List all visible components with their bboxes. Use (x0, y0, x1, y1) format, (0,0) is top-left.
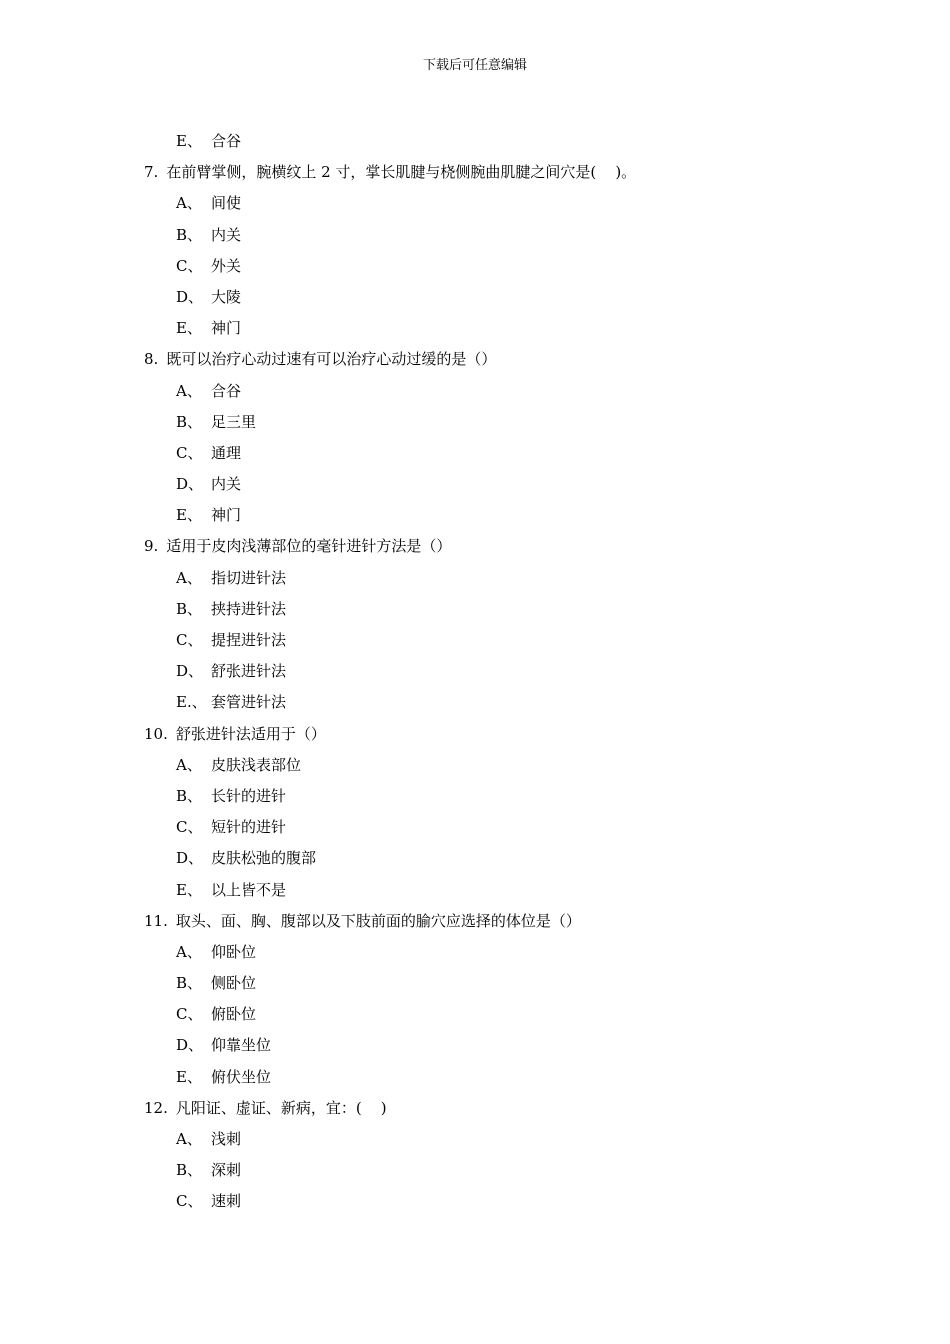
option-label: E、 (176, 132, 202, 150)
option-label: B、 (176, 599, 203, 618)
option-text: 套管进针法 (211, 693, 287, 712)
option-line (0, 224, 950, 255)
option-label: E、 (176, 506, 202, 525)
option-text: 俯卧位 (211, 1005, 257, 1024)
question-text: 舒张进针法适用于（） (175, 724, 326, 743)
option-line (0, 972, 950, 1003)
option-line (0, 1066, 950, 1097)
option-line (0, 130, 950, 161)
option-label: E.、 (176, 693, 207, 712)
option-label: A、 (176, 381, 202, 400)
question-number: 7. (144, 163, 159, 182)
option-text: 以上皆不是 (211, 880, 287, 899)
option-text: 大陵 (211, 287, 242, 306)
option-text: 深刺 (211, 1161, 242, 1180)
option-label: A、 (176, 1130, 202, 1148)
option-line (0, 1003, 950, 1034)
option-label: A、 (176, 568, 202, 587)
option-label: E、 (176, 1067, 202, 1086)
option-text: 通理 (211, 443, 242, 462)
option-label: D、 (176, 1036, 204, 1055)
option-text: 外关 (211, 256, 242, 275)
option-label: B、 (176, 786, 203, 805)
question-text: 取头、面、胸、腹部以及下肢前面的腧穴应选择的体位是（） (175, 911, 581, 930)
option-line (0, 660, 950, 691)
option-label: B、 (176, 974, 203, 993)
option-label: B、 (176, 225, 203, 244)
option-label: B、 (176, 412, 203, 431)
question-number: 11. (144, 911, 168, 930)
option-label: D、 (176, 287, 204, 306)
option-label: C、 (176, 1192, 203, 1211)
question-10 (0, 723, 950, 754)
question-number: 8. (144, 350, 159, 369)
option-line (0, 785, 950, 816)
option-line (0, 598, 950, 629)
page-header-note: 下载后可任意编辑 (422, 58, 527, 73)
option-label: D、 (176, 662, 204, 681)
question-text: 在前臂掌侧，腕横纹上 2 寸，掌长肌腱与桡侧腕曲肌腱之间穴是( )。 (166, 163, 637, 182)
option-label: C、 (176, 631, 203, 649)
option-text: 皮肤浅表部位 (211, 755, 302, 774)
option-label: E、 (176, 319, 202, 338)
option-line (0, 1159, 950, 1190)
option-text: 足三里 (211, 412, 257, 431)
option-label: C、 (176, 1005, 203, 1024)
question-9 (0, 535, 950, 566)
option-line (0, 504, 950, 535)
option-line (0, 192, 950, 223)
option-line (0, 1128, 950, 1159)
option-text: 挟持进针法 (211, 599, 287, 618)
option-text: 仰靠坐位 (211, 1036, 272, 1055)
option-text: 内关 (211, 225, 242, 244)
option-label: C、 (176, 818, 203, 837)
option-label: D、 (176, 849, 204, 868)
option-text: 侧卧位 (211, 974, 257, 993)
option-label: C、 (176, 443, 203, 462)
option-label: D、 (176, 475, 204, 494)
question-text: 既可以治疗心动过速有可以治疗心动过缓的是（） (166, 350, 497, 369)
option-text: 神门 (211, 506, 242, 525)
option-line (0, 1190, 950, 1221)
option-label: A、 (176, 755, 202, 774)
question-number: 9. (144, 537, 159, 556)
option-line (0, 816, 950, 847)
option-line (0, 754, 950, 785)
option-label: A、 (176, 942, 202, 961)
option-line (0, 941, 950, 972)
option-text: 俯伏坐位 (211, 1067, 272, 1086)
option-text: 合谷 (211, 132, 242, 150)
option-text: 合谷 (211, 381, 242, 400)
option-line (0, 286, 950, 317)
question-number: 10. (144, 724, 168, 743)
option-line (0, 442, 950, 473)
option-line (0, 380, 950, 411)
option-label: B、 (176, 1161, 203, 1180)
option-text: 指切进针法 (211, 568, 287, 587)
option-text: 皮肤松弛的腹部 (211, 849, 317, 868)
option-label: E、 (176, 880, 202, 899)
question-8 (0, 348, 950, 379)
option-line (0, 879, 950, 910)
question-text: 凡阳证、虚证、新病，宜：( ) (175, 1098, 387, 1117)
option-label: C、 (176, 256, 203, 275)
question-7 (0, 161, 950, 192)
option-text: 间使 (211, 194, 242, 213)
option-line (0, 1034, 950, 1065)
option-text: 内关 (211, 475, 242, 494)
question-12 (0, 1097, 950, 1128)
option-text: 浅刺 (211, 1130, 242, 1148)
option-text: 提捏进针法 (211, 631, 287, 649)
question-11 (0, 910, 950, 941)
option-text: 速刺 (211, 1192, 242, 1211)
option-line (0, 567, 950, 598)
option-line (0, 255, 950, 286)
option-line (0, 317, 950, 348)
option-line (0, 411, 950, 442)
option-line (0, 691, 950, 722)
question-list (0, 130, 950, 1222)
option-text: 短针的进针 (211, 818, 287, 837)
option-line (0, 473, 950, 504)
option-text: 仰卧位 (211, 942, 257, 961)
option-line (0, 629, 950, 660)
option-text: 长针的进针 (211, 786, 287, 805)
option-text: 舒张进针法 (211, 662, 287, 681)
option-label: A、 (176, 194, 202, 213)
question-number: 12. (144, 1098, 168, 1117)
option-text: 神门 (211, 319, 242, 338)
option-line (0, 847, 950, 878)
question-text: 适用于皮肉浅薄部位的毫针进针方法是（） (166, 537, 452, 556)
